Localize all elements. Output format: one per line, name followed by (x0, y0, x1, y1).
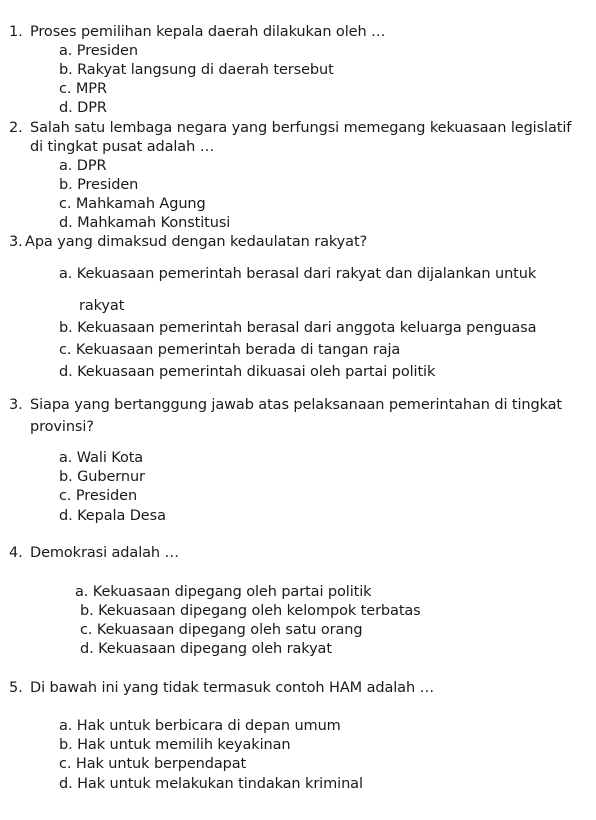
answer-option: d. Kekuasaan dipegang oleh rakyat (80, 641, 332, 657)
answer-option: a. Wali Kota (59, 450, 144, 466)
question-text: Di bawah ini yang tidak termasuk contoh HAM adalah … (30, 680, 434, 696)
answer-option: d. Kepala Desa (59, 508, 166, 524)
question-text: di tingkat pusat adalah … (30, 139, 215, 155)
answer-option: d. Mahkamah Konstitusi (59, 215, 231, 231)
question-text: Apa yang dimaksud dengan kedaulatan rakyat? (25, 234, 368, 250)
question-number: 2. (9, 120, 23, 136)
question-number: 1. (9, 24, 23, 40)
question-number: 3. (9, 397, 23, 413)
question-text: provinsi? (30, 419, 94, 435)
answer-option: c. Hak untuk berpendapat (59, 756, 247, 772)
answer-option: d. Kekuasaan pemerintah dikuasai oleh partai politik (59, 364, 436, 380)
answer-option-continuation: rakyat (79, 298, 125, 314)
answer-option: b. Gubernur (59, 469, 145, 485)
answer-option: b. Kekuasaan pemerintah berasal dari anggota keluarga penguasa (59, 320, 537, 336)
question-text: Proses pemilihan kepala daerah dilakukan oleh … (30, 24, 386, 40)
answer-option: a. Kekuasaan dipegang oleh partai politik (75, 584, 372, 600)
question-number: 3. (9, 234, 23, 250)
answer-option: c. Kekuasaan pemerintah berada di tangan raja (59, 342, 401, 358)
question-number: 4. (9, 545, 23, 561)
answer-option: c. Kekuasaan dipegang oleh satu orang (80, 622, 363, 638)
answer-option: a. Hak untuk berbicara di depan umum (59, 718, 341, 734)
answer-option: a. DPR (59, 158, 107, 174)
answer-option: d. DPR (59, 100, 107, 116)
answer-option: a. Presiden (59, 43, 138, 59)
question-text: Demokrasi adalah … (30, 545, 179, 561)
answer-option: b. Rakyat langsung di daerah tersebut (59, 62, 334, 78)
answer-option: b. Hak untuk memilih keyakinan (59, 737, 291, 753)
answer-option: a. Kekuasaan pemerintah berasal dari rakyat dan dijalankan untuk (59, 266, 537, 282)
answer-option: b. Presiden (59, 177, 139, 193)
question-text: Siapa yang bertanggung jawab atas pelaksanaan pemerintahan di tingkat (30, 397, 563, 413)
answer-option: c. MPR (59, 81, 107, 97)
answer-option: c. Mahkamah Agung (59, 196, 206, 212)
answer-option: b. Kekuasaan dipegang oleh kelompok terbatas (80, 603, 421, 619)
answer-option: d. Hak untuk melakukan tindakan kriminal (59, 776, 363, 792)
answer-option: c. Presiden (59, 488, 138, 504)
question-text: Salah satu lembaga negara yang berfungsi memegang kekuasaan legislatif (30, 120, 572, 136)
question-number: 5. (9, 680, 23, 696)
